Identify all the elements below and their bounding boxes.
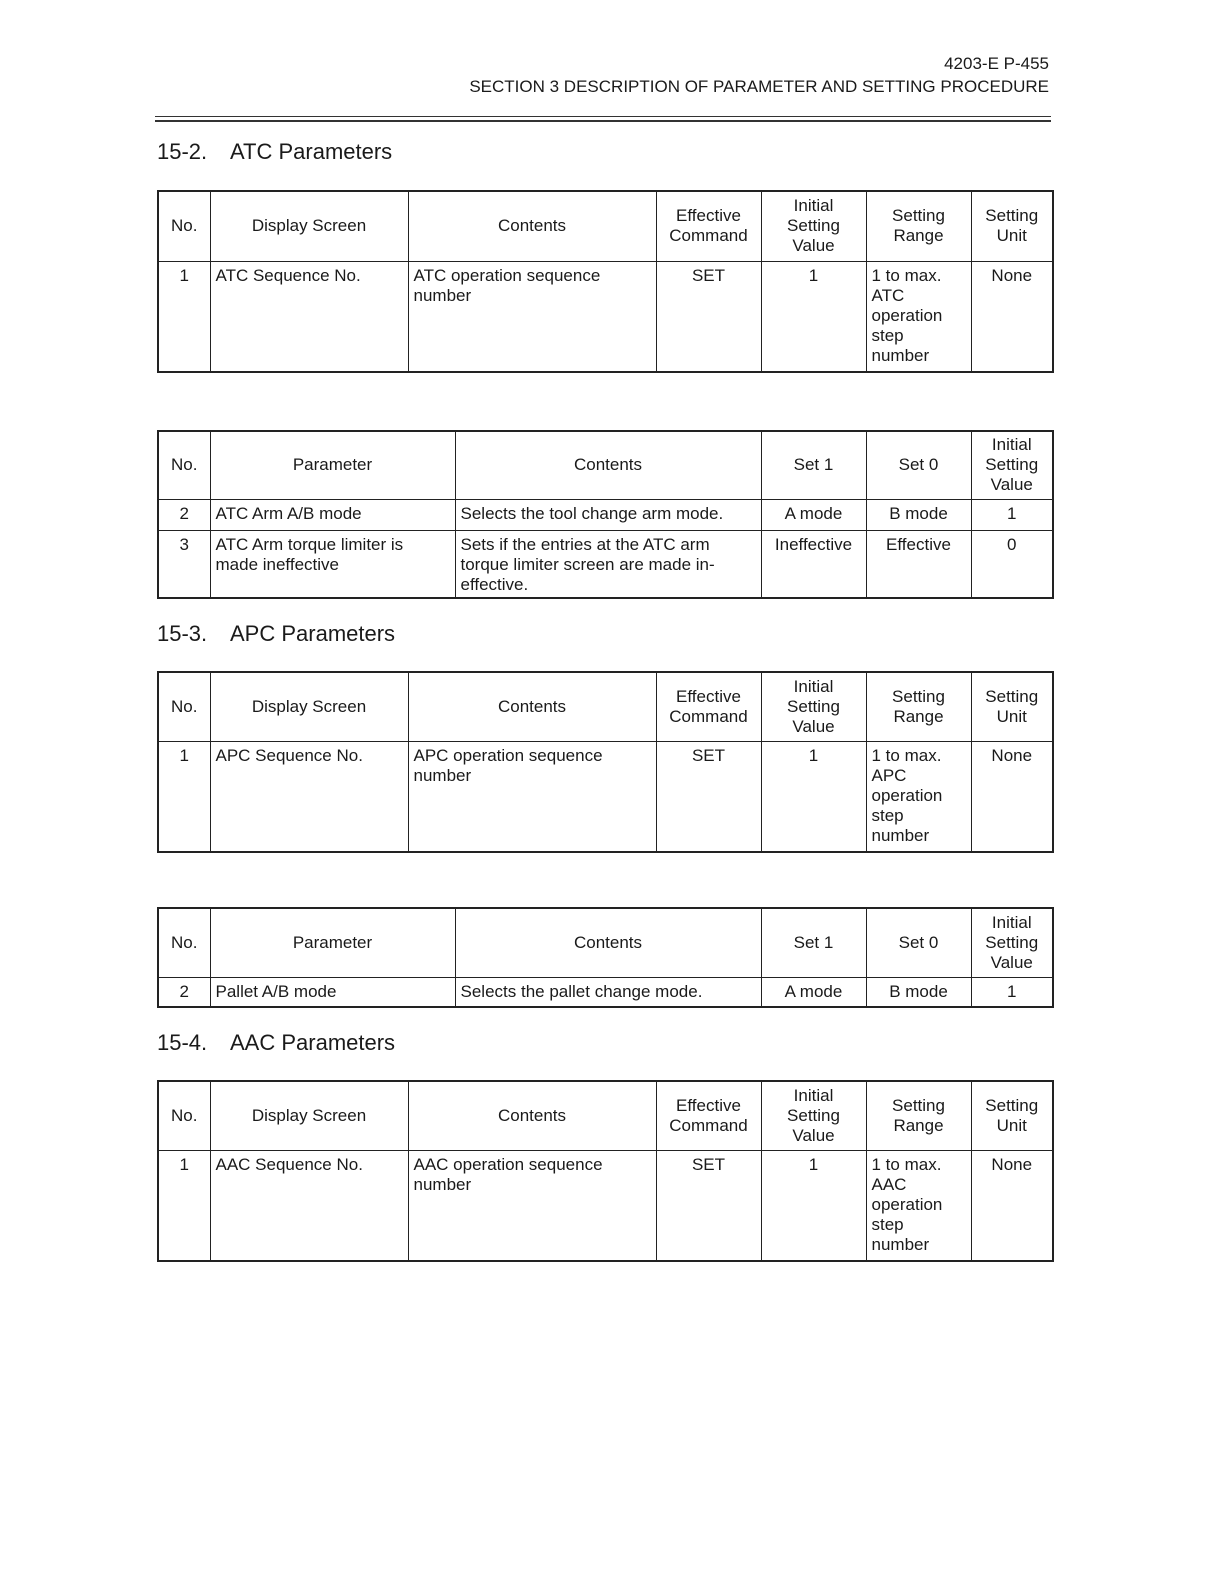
cell-display-screen: ATC Sequence No. xyxy=(210,261,408,372)
cell-contents: Selects the pallet change mode. xyxy=(455,977,761,1007)
table-header-row xyxy=(158,1081,1053,1150)
cell-parameter: Pallet A/B mode xyxy=(210,977,455,1007)
section-title-atc xyxy=(157,139,392,165)
cell-effective-command: SET xyxy=(656,741,761,852)
column-header: Contents xyxy=(455,431,761,499)
column-header: Initial Setting Value xyxy=(761,672,866,741)
cell-contents: Selects the tool change arm mode. xyxy=(455,499,761,530)
cell-setting-unit: None xyxy=(971,1150,1053,1261)
column-header: Parameter xyxy=(210,908,455,977)
column-header: Effective Command xyxy=(656,191,761,261)
cell-contents: Sets if the entries at the ATC arm torque limiter screen are made in- effective. xyxy=(455,530,761,598)
cell-display-screen: APC Sequence No. xyxy=(210,741,408,852)
column-header: Display Screen xyxy=(210,1081,408,1150)
table-header-row xyxy=(158,431,1053,499)
section-heading: ATC Parameters xyxy=(230,139,393,164)
page-reference: 4203-E P-455 xyxy=(944,54,1049,73)
cell-initial-value: 0 xyxy=(971,530,1053,598)
cell-display-screen: AAC Sequence No. xyxy=(210,1150,408,1261)
cell-set-1: A mode xyxy=(761,499,866,530)
section-heading: AAC Parameters xyxy=(230,1030,396,1055)
apc-parameter-table xyxy=(157,907,1054,1008)
section-header: SECTION 3 DESCRIPTION OF PARAMETER AND SETTING PROCEDURE xyxy=(469,77,1049,96)
cell-setting-range: 1 to max. APC operation step number xyxy=(866,741,971,852)
table-row xyxy=(158,530,1053,598)
cell-no: 1 xyxy=(158,741,210,852)
cell-setting-unit: None xyxy=(971,741,1053,852)
atc-sequence-table xyxy=(157,190,1054,373)
column-header: Set 0 xyxy=(866,908,971,977)
column-header: Initial Setting Value xyxy=(761,1081,866,1150)
column-header: Set 0 xyxy=(866,431,971,499)
column-header: No. xyxy=(158,672,210,741)
column-header: Set 1 xyxy=(761,908,866,977)
table-header-row xyxy=(158,672,1053,741)
cell-effective-command: SET xyxy=(656,1150,761,1261)
column-header: No. xyxy=(158,908,210,977)
aac-sequence-table xyxy=(157,1080,1054,1262)
table-row xyxy=(158,977,1053,1007)
column-header: Display Screen xyxy=(210,191,408,261)
cell-no: 2 xyxy=(158,977,210,1007)
column-header: Setting Range xyxy=(866,191,971,261)
cell-no: 1 xyxy=(158,1150,210,1261)
atc-parameter-table xyxy=(157,430,1054,599)
cell-no: 2 xyxy=(158,499,210,530)
table-row xyxy=(158,261,1053,372)
cell-setting-unit: None xyxy=(971,261,1053,372)
cell-effective-command: SET xyxy=(656,261,761,372)
table-row xyxy=(158,741,1053,852)
cell-initial-value: 1 xyxy=(761,741,866,852)
cell-initial-value: 1 xyxy=(971,499,1053,530)
column-header: Effective Command xyxy=(656,1081,761,1150)
cell-no: 1 xyxy=(158,261,210,372)
section-number: 15-3. xyxy=(157,621,208,646)
cell-initial-value: 1 xyxy=(761,261,866,372)
column-header: Contents xyxy=(408,672,656,741)
column-header: No. xyxy=(158,1081,210,1150)
table-header-row xyxy=(158,191,1053,261)
table-row xyxy=(158,1150,1053,1261)
column-header: Initial Setting Value xyxy=(971,431,1053,499)
cell-initial-value: 1 xyxy=(971,977,1053,1007)
column-header: Setting Unit xyxy=(971,1081,1053,1150)
cell-initial-value: 1 xyxy=(761,1150,866,1261)
cell-parameter: ATC Arm A/B mode xyxy=(210,499,455,530)
header-divider xyxy=(155,116,1051,117)
cell-no: 3 xyxy=(158,530,210,598)
cell-contents: AAC operation sequence number xyxy=(408,1150,656,1261)
apc-sequence-table xyxy=(157,671,1054,853)
column-header: Contents xyxy=(408,1081,656,1150)
column-header: Contents xyxy=(408,191,656,261)
cell-contents: ATC operation sequence number xyxy=(408,261,656,372)
column-header: Initial Setting Value xyxy=(761,191,866,261)
column-header: No. xyxy=(158,191,210,261)
column-header: No. xyxy=(158,431,210,499)
table-header-row xyxy=(158,908,1053,977)
section-heading: APC Parameters xyxy=(230,621,396,646)
column-header: Parameter xyxy=(210,431,455,499)
column-header: Contents xyxy=(455,908,761,977)
header-divider xyxy=(155,120,1051,122)
column-header: Setting Range xyxy=(866,1081,971,1150)
column-header: Display Screen xyxy=(210,672,408,741)
section-number: 15-2. xyxy=(157,139,208,164)
cell-set-0: Effective xyxy=(866,530,971,598)
section-number: 15-4. xyxy=(157,1030,208,1055)
column-header: Setting Unit xyxy=(971,672,1053,741)
column-header: Initial Setting Value xyxy=(971,908,1053,977)
section-title-apc xyxy=(157,621,395,647)
section-title-aac xyxy=(157,1030,395,1056)
cell-setting-range: 1 to max. ATC operation step number xyxy=(866,261,971,372)
table-row xyxy=(158,499,1053,530)
cell-set-0: B mode xyxy=(866,499,971,530)
column-header: Setting Unit xyxy=(971,191,1053,261)
cell-contents: APC operation sequence number xyxy=(408,741,656,852)
cell-set-0: B mode xyxy=(866,977,971,1007)
cell-set-1: A mode xyxy=(761,977,866,1007)
cell-setting-range: 1 to max. AAC operation step number xyxy=(866,1150,971,1261)
column-header: Setting Range xyxy=(866,672,971,741)
cell-set-1: Ineffective xyxy=(761,530,866,598)
column-header: Set 1 xyxy=(761,431,866,499)
column-header: Effective Command xyxy=(656,672,761,741)
cell-parameter: ATC Arm torque limiter is made ineffective xyxy=(210,530,455,598)
